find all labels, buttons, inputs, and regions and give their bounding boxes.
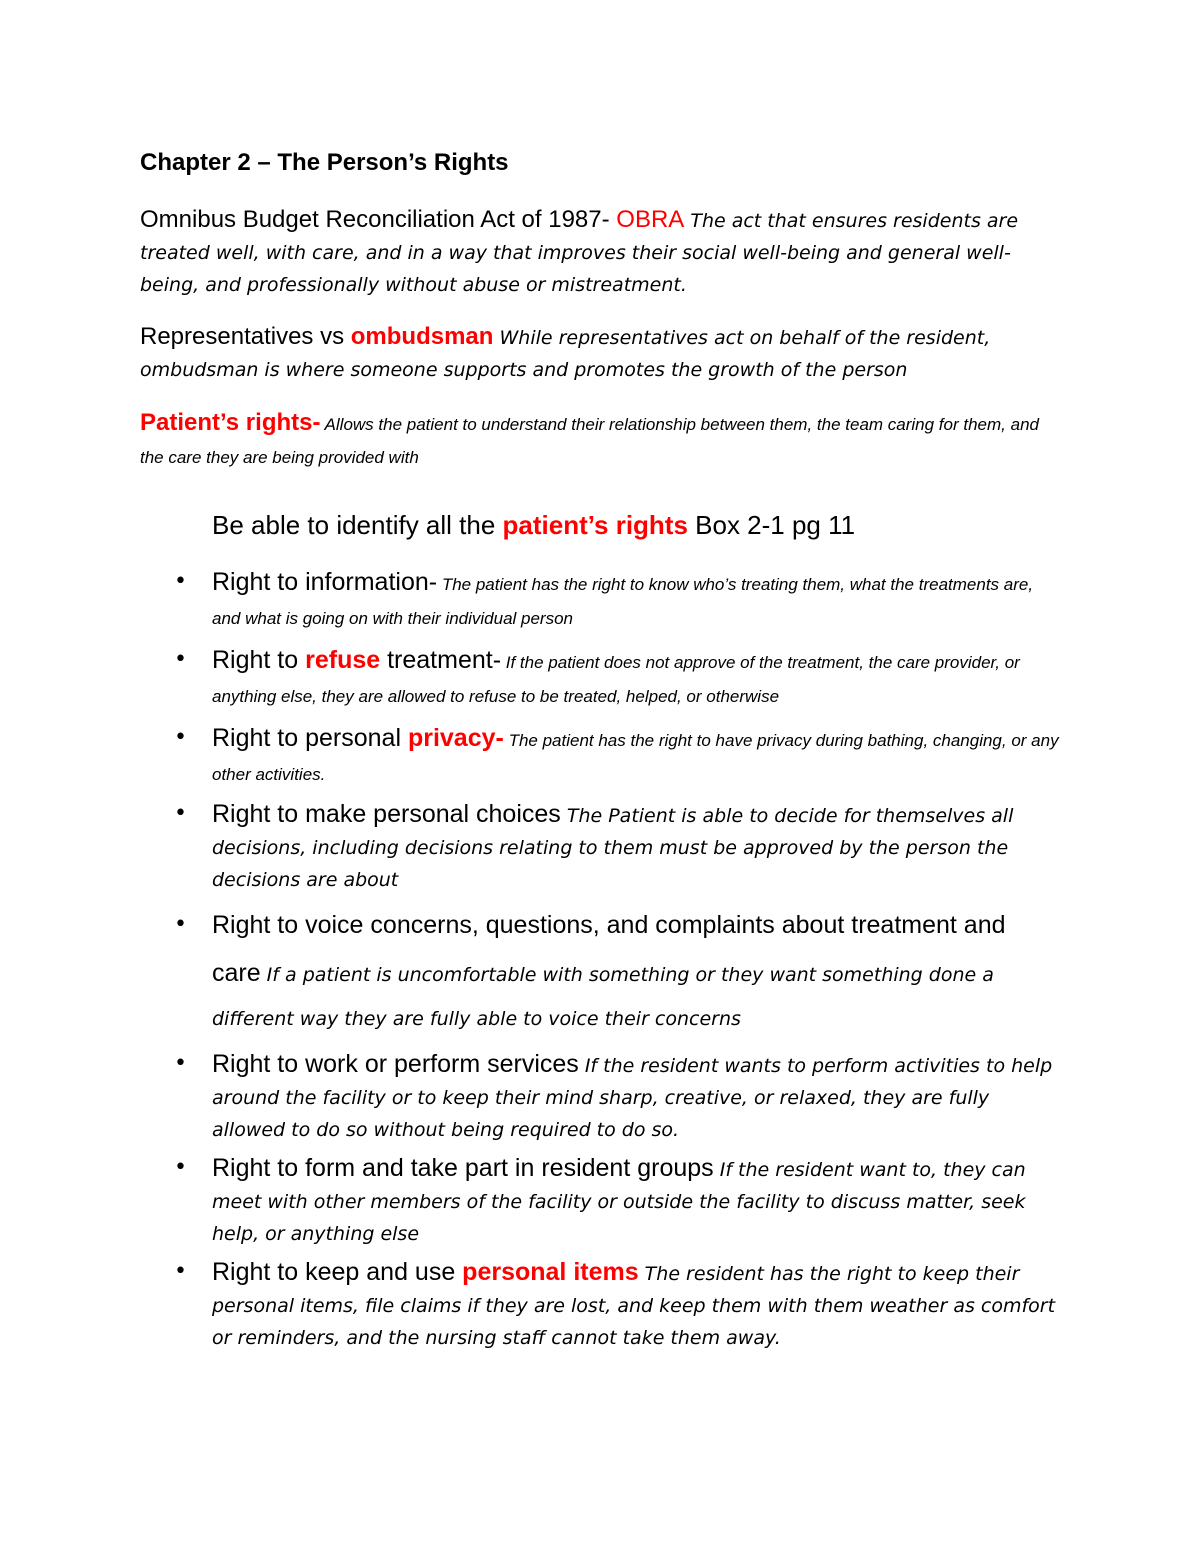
representatives-lead: Representatives vs — [140, 323, 351, 350]
right-description: The patient has the right to know who’s treating them, what the treatments are, and what is going on with their individual person — [212, 575, 1034, 628]
right-lead: Right to voice concerns, questions, and complaints about treatment and care — [212, 911, 1006, 987]
list-item — [174, 903, 1060, 1043]
right-description: The Patient is able to decide for themselves all decisions, including decisions relating to them must be approved by the person the decisions are about — [212, 805, 1014, 891]
right-description: If the resident want to, they can meet with other members of the facility or outside the facility to discuss matter, seek help, or anything else — [212, 1159, 1026, 1245]
patients-rights-lead: Patient’s rights- — [140, 409, 321, 436]
list-item — [174, 1153, 1060, 1251]
bullet-icon: • — [174, 912, 187, 937]
representatives-text: While representatives act on behalf of the resident, ombudsman is where someone supports and promotes the growth of the person — [140, 327, 991, 381]
list-item — [174, 799, 1060, 897]
rights-list — [140, 565, 1060, 1355]
right-lead: Right to make personal choices — [212, 800, 561, 828]
right-lead-post: treatment- — [380, 646, 502, 674]
right-lead-pre: Right to keep and use — [212, 1258, 463, 1286]
right-description: The resident has the right to keep their personal items, file claims if they are lost, and keep them with them weather as comfort or reminders, and the nursing staff cannot take them away. — [212, 1263, 1056, 1349]
obra-acronym: OBRA — [616, 206, 685, 233]
right-lead-pre: Right to — [212, 646, 306, 674]
list-item — [174, 721, 1060, 793]
personal-items-keyword: personal items — [462, 1258, 639, 1286]
identify-post: Box 2-1 pg 11 — [687, 510, 856, 540]
right-lead: Right to form and take part in resident groups — [212, 1154, 714, 1182]
document-content — [140, 143, 1060, 1361]
bullet-icon: • — [174, 1259, 187, 1284]
list-item — [174, 643, 1060, 715]
ombudsman-keyword: ombudsman — [350, 323, 494, 350]
list-item — [174, 1049, 1060, 1147]
patients-rights-text: Allows the patient to understand their relationship between them, the team caring for them, and the care they are being provided with — [140, 415, 1039, 467]
bullet-icon: • — [174, 647, 187, 672]
identify-keyword: patient’s rights — [502, 510, 688, 540]
patients-rights-paragraph — [140, 407, 1060, 475]
bullet-icon: • — [174, 569, 187, 594]
bullet-icon: • — [174, 725, 187, 750]
bullet-icon: • — [174, 1155, 187, 1180]
identify-pre: Be able to identify all the — [212, 510, 503, 540]
obra-lead: Omnibus Budget Reconciliation Act of 1987- — [140, 206, 617, 233]
right-lead: Right to work or perform services — [212, 1050, 579, 1078]
bullet-icon: • — [174, 1051, 187, 1076]
right-description: If the patient does not approve of the treatment, the care provider, or anything else, they are allowed to refuse to be treated, helped, or otherwise — [212, 653, 1020, 706]
page-title: Chapter 2 – The Person’s Rights — [140, 149, 509, 176]
bullet-icon: • — [174, 801, 187, 826]
right-description: If a patient is uncomfortable with something or they want something done a different way they are fully able to voice their concerns — [212, 964, 994, 1030]
obra-text: The act that ensures residents are treated well, with care, and in a way that improves their social well-being and general well-being, and professionally without abuse or mistreatment. — [140, 210, 1019, 296]
right-description: If the resident wants to perform activities to help around the facility or to keep their mind sharp, creative, or relaxed, they are fully allowed to do so without being required to do so. — [212, 1055, 1053, 1141]
list-item — [174, 565, 1060, 637]
representatives-paragraph — [140, 322, 1060, 387]
right-lead-pre: Right to personal — [212, 724, 408, 752]
right-description: The patient has the right to have privacy during bathing, changing, or any other activities. — [212, 731, 1059, 784]
list-item — [174, 1257, 1060, 1355]
identify-heading — [212, 505, 1060, 545]
right-lead: Right to information- — [212, 568, 438, 596]
obra-paragraph — [140, 205, 1060, 302]
privacy-keyword: privacy- — [407, 724, 504, 752]
refuse-keyword: refuse — [305, 646, 381, 674]
